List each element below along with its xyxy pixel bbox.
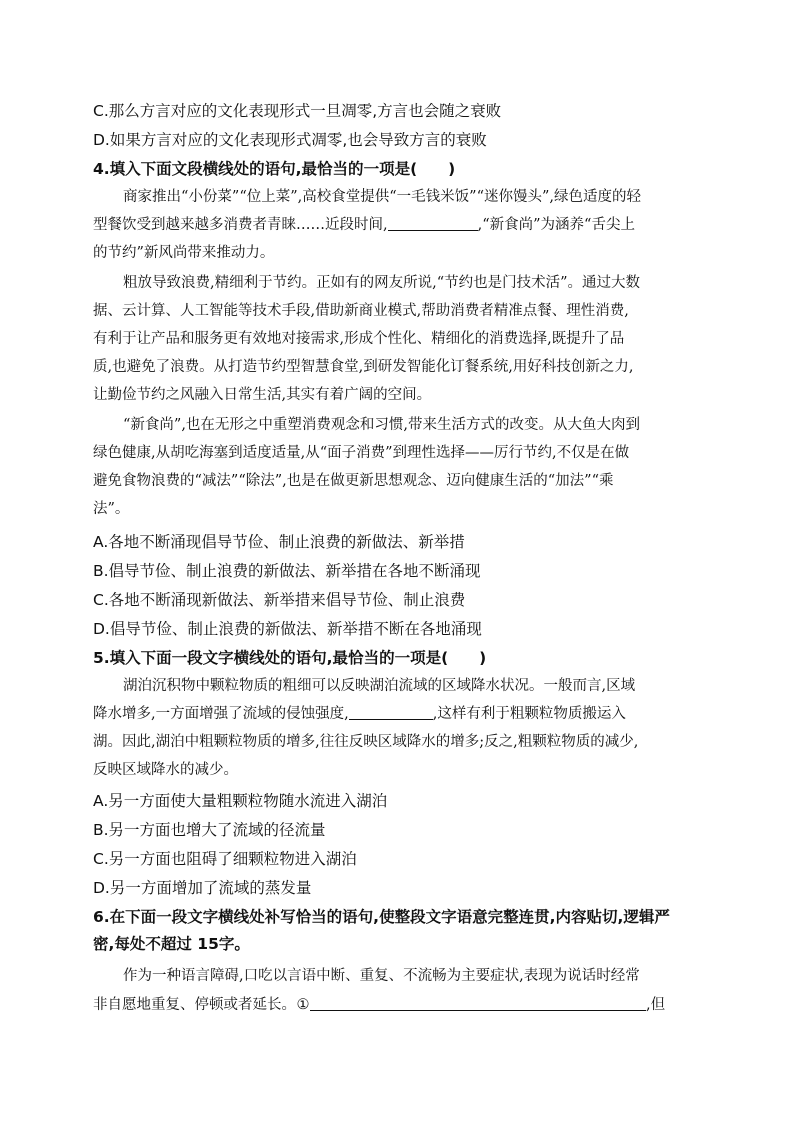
q4-passage-line: 绿色健康,从胡吃海塞到适度适量,从“面子消费”到理性选择——厉行节约,不仅是在做 (93, 445, 630, 461)
q4-passage-line: 商家推出“小份菜”“位上菜”,高校食堂提供“一毛钱米饭”“迷你馒头”,绿色适度的轻 (123, 189, 642, 205)
blank-marker-1: ① (296, 997, 310, 1013)
q5-passage-line: 反映区域降水的减少。 (93, 762, 238, 778)
q5-option-d: D.另一方面增加了流域的蒸发量 (93, 879, 312, 897)
q6-answer-blank-1[interactable] (310, 995, 646, 1011)
q5-stem: 5.填入下面一段文字横线处的语句,最恰当的一项是( ) (93, 649, 487, 667)
q4-option-a: A.各地不断涌现倡导节俭、制止浪费的新做法、新举措 (93, 533, 465, 551)
q5-option-a: A.另一方面使大量粗颗粒物随水流进入湖泊 (93, 792, 388, 810)
q4-answer-blank[interactable] (388, 215, 478, 231)
q4-stem: 4.填入下面文段横线处的语句,最恰当的一项是( ) (93, 160, 456, 178)
q4-passage-line: 的节约”新风尚带来推动力。 (93, 245, 275, 261)
q5-answer-blank[interactable] (349, 704, 433, 720)
q4-passage-line: 据、云计算、人工智能等技术手段,借助新商业模式,帮助消费者精准点餐、理性消费, (93, 303, 629, 319)
q4-passage-line: 让勤俭节约之风融入日常生活,其实有着广阔的空间。 (93, 387, 432, 403)
q4-passage-line: “新食尚”,也在无形之中重塑消费观念和习惯,带来生活方式的改变。从大鱼大肉到 (123, 417, 641, 433)
q4-passage-line: 法”。 (93, 501, 130, 517)
q5-option-c: C.另一方面也阻碍了细颗粒物进入湖泊 (93, 850, 357, 868)
q3-option-d: D.如果方言对应的文化表现形式凋零,也会导致方言的衰败 (93, 131, 487, 149)
q4-passage-line: 质,也避免了浪费。从打造节约型智慧食堂,到研发智能化订餐系统,用好科技创新之力, (93, 359, 634, 375)
q6-stem: 密,每处不超过 15字。 (93, 935, 250, 953)
q3-option-c: C.那么方言对应的文化表现形式一旦凋零,方言也会随之衰败 (93, 102, 502, 120)
q4-passage-line: 避免食物浪费的“减法”“除法”,也是在做更新思想观念、迈向健康生活的“加法”“乘 (93, 473, 614, 489)
q4-passage-line: 型餐饮受到越来越多消费者青睐……近段时间, ,“新食尚”为涵养“舌尖上 (93, 217, 635, 233)
q5-passage-line: 湖。因此,湖泊中粗颗粒物质的增多,往往反映区域降水的增多;反之,粗颗粒物质的减少, (93, 734, 639, 750)
q5-option-b: B.另一方面也增大了流域的径流量 (93, 821, 326, 839)
q6-passage-line: 作为一种语言障碍,口吃以言语中断、重复、不流畅为主要症状,表现为说话时经常 (123, 968, 640, 984)
q4-option-d: D.倡导节俭、制止浪费的新做法、新举措不断在各地涌现 (93, 620, 482, 638)
q4-option-c: C.各地不断涌现新做法、新举措来倡导节俭、制止浪费 (93, 591, 466, 609)
q5-passage-line: 湖泊沉积物中颗粒物质的粗细可以反映湖泊流域的区域降水状况。一般而言,区域 (123, 678, 636, 694)
q4-option-b: B.倡导节俭、制止浪费的新做法、新举措在各地不断涌现 (93, 562, 481, 580)
q4-passage-line: 粗放导致浪费,精细利于节约。正如有的网友所说,“节约也是门技术活”。通过大数 (123, 275, 641, 291)
q6-stem: 6.在下面一段文字横线处补写恰当的语句,使整段文字语意完整连贯,内容贴切,逻辑严 (93, 908, 670, 926)
q4-passage-line: 有利于让产品和服务更有效地对接需求,形成个性化、精细化的消费选择,既提升了品 (93, 331, 625, 347)
q5-passage-line: 降水增多,一方面增强了流域的侵蚀强度, ,这样有利于粗颗粒物质搬运入 (93, 706, 626, 722)
q6-passage-line: 非自愿地重复、停顿或者延长。① ,但 (93, 997, 666, 1013)
